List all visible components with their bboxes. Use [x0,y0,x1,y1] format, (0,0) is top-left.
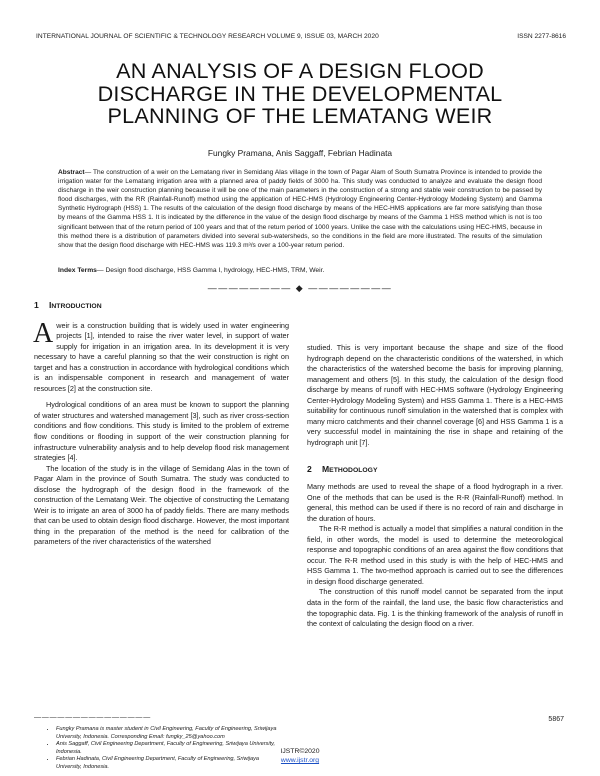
index-terms-text: — Design flood discharge, HSS Gamma I, hydrology, HEC-HMS, TRM, Weir. [96,267,325,274]
title-line-3: PLANNING OF THE LEMATANG WEIR [107,103,493,128]
intro-paragraph-3: The location of the study is in the village of Semidang Alas in the town of Pagar Alam in the province of South Sumatra. The study was conducted to disclose the hydrograph of the design flood in the framework of the construction of the Lematang Weir. The objective of constructing the Lematang Weir is to irrigate an area of 3000 ha of paddy fields. There are many methods that can be used to obtain design flood discharge. However, the most important thing in the preparation of the method is the need for calibration of the parameters of the river characteristics of the watershed [34,463,289,547]
method-number: 2 [307,464,312,475]
left-column [34,300,289,548]
intro-heading-rest: NTRODUCTION [51,303,102,310]
abstract-text: — The construction of a weir on the Lematang river in Semidang Alas village in the town of Pagar Alam of South Sumatra Province is intended to provide the irrigation water for the Lematang irrigation area with a planned area of paddy fields of 3000 ha. This study was conducted to analyze and evaluate the design flood discharge in the weir construction planning because it will be one of the main parameters in the construction of a strong and stable weir construction to be passed by flood discharges, with the RR (Rainfall-Runoff) method using the application of HEC-HMS (Hydrology Engineering Center-Hydrology Modeling System) and Gamma Synthetic Hydrograph (HSS) 1. The results of the calculation of the design flood discharge by means of the HEC-HMS applications are far more satisfying than those by means of the Gamma HSS 1. It is indicated by the difference in the value of the design flood discharge by means of the Gamma 1 HSS method which is not is too significant between that of the return period of 100 years and that of the return period of 1000 years. Unlike the case with the calculations using HEC-HMS, because in this method there is a distribution of parameters divided into several sub-watersheds, so the conditions in the field are more illustrated. The results of the simulation show that the design flood discharge with HEC-HMS was 119.3 m³/s over a 100-year return period. [58,169,542,249]
footnote-rule: ——————————————— [34,714,151,721]
website-link[interactable]: www.ijstr.org [280,757,320,764]
abstract [58,168,542,250]
abstract-label: Abstract [58,169,85,176]
title-line-2: DISCHARGE IN THE DEVELOPMENTAL [97,80,503,106]
right-column [307,343,563,630]
intro-heading-first: I [49,300,52,310]
method-paragraph-3: The construction of this runoff model cannot be separated from the input data in the form of the rainfall, the land use, the basic flow characteristics and the topographic data. Fig. 1 is the thinking framework of the analysis of runoff in the context of calculating the design flood on a river. [307,587,563,629]
method-heading [307,464,563,477]
dropcap: A [33,317,54,349]
page-number: 5867 [548,716,564,723]
authors: Fungky Pramana, Anis Saggaff, Febrian Hadinata [207,148,393,158]
method-heading-first: M [322,464,330,475]
journal-header: INTERNATIONAL JOURNAL OF SCIENTIFIC & TECHNOLOGY RESEARCH VOLUME 9, ISSUE 03, MARCH 2020 [36,33,379,40]
footnote-2: • Anis Saggaff, Civil Engineering Department, Faculty of Engineering, Sriwijaya University, Indonesia. [56,741,286,756]
footer-website[interactable] [0,757,600,764]
intro-paragraph-4: studied. This is very important because the shape and size of the flood hydrograph depend on the characteristic conditions of the watershed, in which the characteristics of the watershed become the basis for improving planning, management and others [5]. In this study, the calculation of the design flood discharge by means of runoff with HEC-HMS software (Hydrology Engineering Center-Hydrology Modeling System) and HSS Gamma 1. There is a HEC-HMS suitability for continuous runoff simulation in the watershed that is complex with many micro catchments and their channel coverage [6] and HSS Gamma 1 is a very successful model in maintaining the rise in shape and retaining of the hydrograph unit [7]. [307,343,563,447]
footnote-3: • Febrian Hadinata, Civil Engineering Department, Faculty of Engineering, Sriwijaya University, Indonesia. [56,756,286,771]
index-terms [58,267,542,274]
footnote-1: • Fungky Pramana is master student in Civil Engineering, Faculty of Engineering, Sriwijaya University, Indonesia. Corresponding Email: fungky_25@yahoo.com [56,726,286,741]
paper-title [0,60,600,128]
section-separator: ———————— ◆ ———————— [207,283,393,293]
title-line-1: AN ANALYSIS OF A DESIGN FLOOD [116,58,484,83]
intro-heading [34,300,289,313]
issn-header: ISSN 2277-8616 [517,33,566,40]
method-paragraph-2: The R-R method is actually a model that simplifies a natural condition in the field, in other words, the model is used to determine the meteorological response and topographic conditions of an area against the flow conditions that occur. The R-R method used in this study is with the help of HEC-HMS and HSS Gamma 1. The two-method approach is carried out to see the differences in design flood discharge generated. [307,524,563,586]
intro-paragraph-2: Hydrological conditions of an area must be known to support the planning of water structures and watershed management [3], such as river cross-section conditions and flow conditions. This study is limited to the problem of extreme flow conditions or flooding in support of the weir construction planning for infrastructure vulnerability analysis and to help develop flood risk management strategies [4]. [34,400,289,463]
method-paragraph-1: Many methods are used to reveal the shape of a flood hydrograph in a river. One of the methods that can be used is the R-R (Rainfall-Runoff) method. In general, this method can be used if there is no record of rain and discharge in the duration of hours. [307,482,563,523]
intro-number: 1 [34,300,39,310]
intro-paragraph-1: Aweir is a construction building that is widely used in water engineering projects [1], intended to raise the river water level, in support of water supply for irrigation in an irrigation area. In its development it is very necessary to have a careful planning so that the weir construction is right on target and has a construction in accordance with hydrological conditions which is an indispensable component in research and management of water resources [2] at the construction site. [33,317,289,393]
footer-copyright: IJSTR©2020 [280,748,320,755]
index-terms-label: Index Terms [58,267,97,274]
method-heading-rest: ETHODOLOGY [329,467,378,475]
